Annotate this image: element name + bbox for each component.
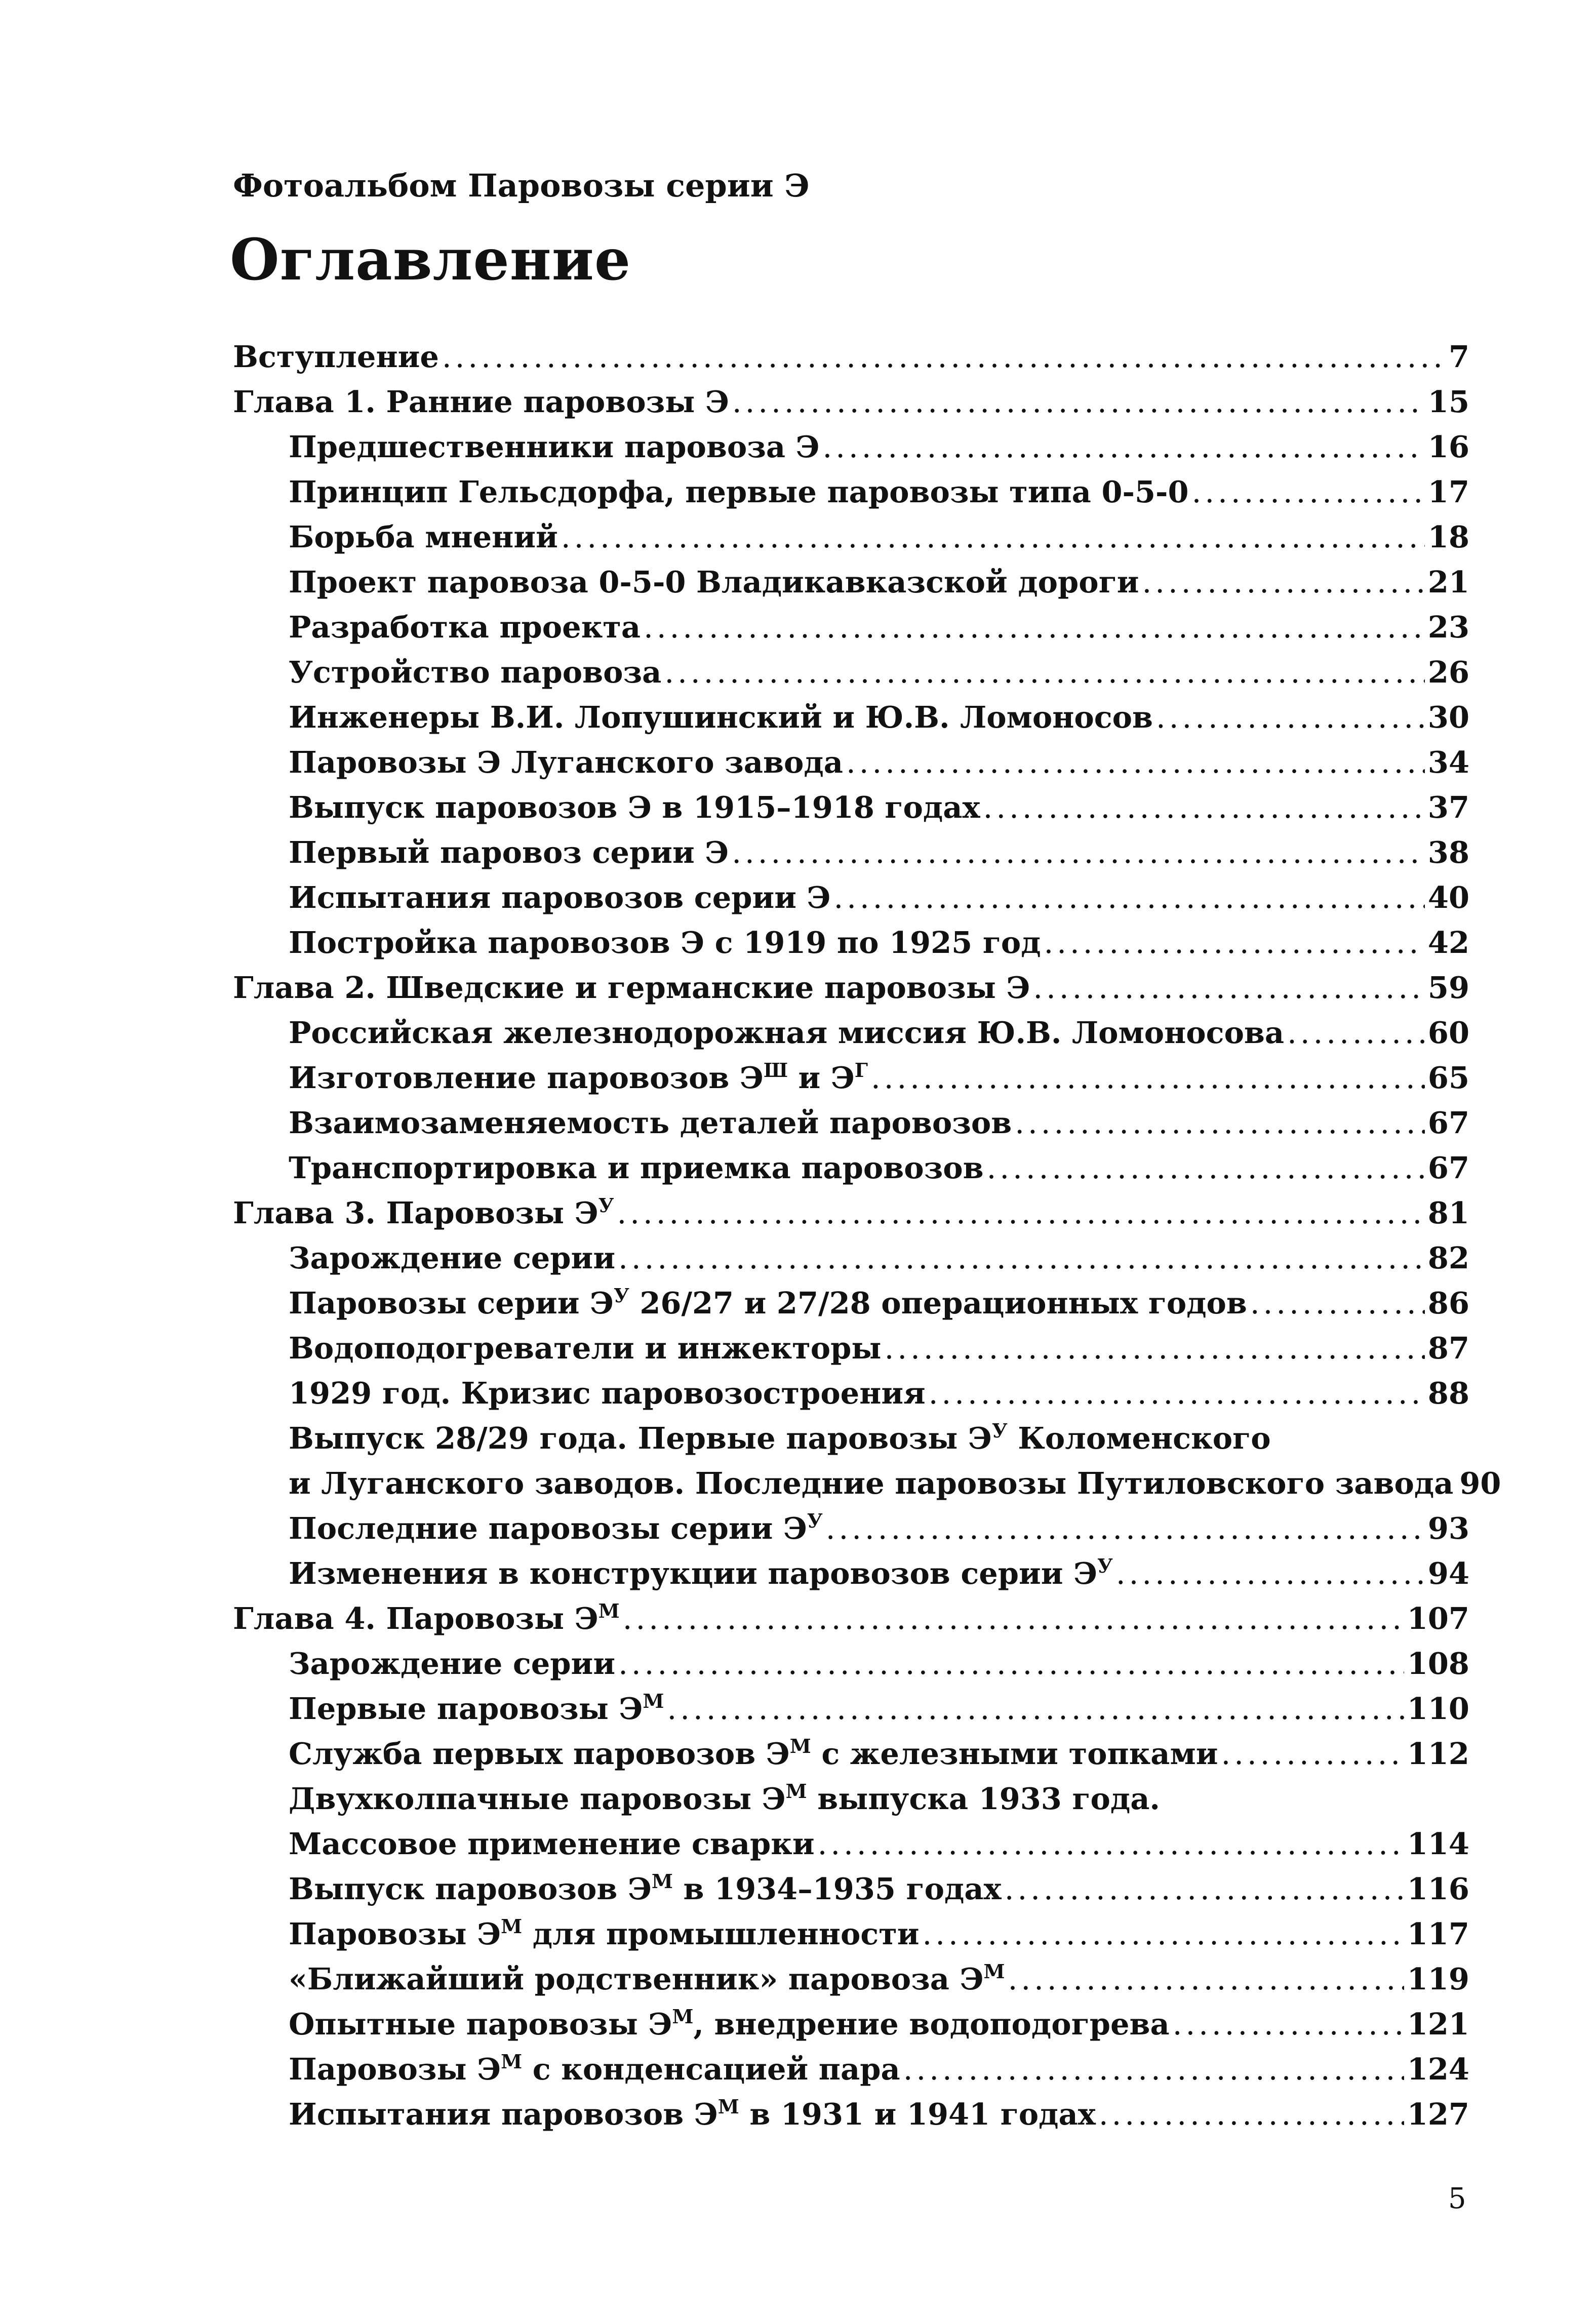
toc-entry-title — [289, 1010, 1284, 1055]
toc-section-entry[interactable] — [233, 1866, 1469, 1911]
toc-entry-page: 93 — [1427, 1511, 1469, 1546]
toc-section-entry[interactable] — [233, 650, 1469, 695]
toc-entry-title — [289, 1911, 920, 1956]
toc-entry-title-text: Глава 2. Шведские и германские паровозы Э — [233, 970, 1030, 1005]
toc-section-entry[interactable] — [233, 1235, 1469, 1280]
toc-entry-title-text: Массовое применение сварки — [289, 1826, 815, 1861]
toc-section-entry[interactable] — [233, 785, 1469, 830]
toc-entry-title — [233, 965, 1030, 1010]
toc-entry-title-continuation: и Э — [788, 1060, 855, 1095]
toc-section-entry[interactable] — [233, 1280, 1469, 1326]
toc-entry-title-continuation: Коломенского — [1007, 1421, 1271, 1456]
toc-entry-title-text: Служба первых паровозов Э — [289, 1736, 790, 1771]
toc-entry-title — [289, 830, 729, 875]
toc-chapter-entry[interactable] — [233, 379, 1469, 424]
toc-entry-title-text: Изготовление паровозов Э — [289, 1060, 764, 1095]
toc-section-entry[interactable] — [233, 514, 1469, 559]
toc-entry-title-text: Выпуск 28/29 года. Первые паровозы Э — [289, 1421, 992, 1456]
dot-leader — [1044, 920, 1425, 965]
toc-entry-page: 88 — [1427, 1376, 1469, 1411]
toc-entry-title-text: Испытания паровозов Э — [289, 2097, 718, 2132]
toc-entry-title — [289, 1731, 1218, 1776]
toc-entry-title — [289, 2002, 1170, 2047]
toc-chapter-entry[interactable] — [233, 1596, 1469, 1641]
toc-entry-title-text: «Ближайший родственник» паровоза Э — [289, 1962, 984, 1996]
dot-leader — [644, 605, 1425, 650]
toc-entry-title-text: Зарождение серии — [289, 1240, 616, 1275]
series-superscript: М — [789, 1735, 811, 1757]
toc-entry-page: 30 — [1427, 700, 1469, 735]
dot-leader — [846, 740, 1425, 785]
dot-leader — [833, 875, 1424, 920]
dot-leader — [664, 650, 1425, 695]
toc-section-entry[interactable] — [233, 1641, 1469, 1686]
toc-entry-page: 15 — [1427, 384, 1469, 419]
dot-leader — [667, 1686, 1404, 1731]
dot-leader — [1156, 695, 1425, 740]
toc-entry-title-continuation: в 1934–1935 годах — [672, 1871, 1002, 1906]
toc-entry-title-continuation: выпуска 1933 года. — [807, 1781, 1160, 1816]
toc-entry-title — [289, 1280, 1247, 1326]
dot-leader — [1221, 1731, 1404, 1776]
dot-leader — [618, 1235, 1425, 1280]
series-superscript: У — [991, 1419, 1008, 1442]
toc-entry-title-continuation: для промышленности — [522, 1916, 920, 1951]
series-superscript: М — [643, 1690, 664, 1712]
toc-entry-title — [289, 1326, 882, 1371]
toc-entry-title-text: Паровозы Э — [289, 1916, 501, 1951]
dot-leader — [818, 1821, 1404, 1866]
toc-section-entry[interactable] — [233, 1326, 1469, 1371]
series-superscript: М — [501, 1915, 523, 1938]
dot-leader — [987, 1145, 1425, 1190]
dot-leader — [1033, 965, 1424, 1010]
toc-entry-title — [289, 1956, 1005, 2002]
toc-entry-page: 17 — [1427, 474, 1469, 509]
toc-section-entry[interactable] — [233, 2092, 1469, 2137]
toc-entry-page: 59 — [1427, 970, 1469, 1005]
toc-entry-title-continuation: с конденсацией пара — [522, 2052, 900, 2087]
toc-entry-page: 21 — [1427, 565, 1469, 599]
toc-section-entry[interactable] — [233, 1731, 1469, 1776]
toc-section-entry[interactable] — [233, 830, 1469, 875]
toc-entry-title-text: Паровозы серии Э — [289, 1286, 614, 1320]
toc-entry-title — [289, 2047, 900, 2092]
toc-entry-title — [289, 1055, 868, 1100]
toc-entry-title-text: Глава 3. Паровозы Э — [233, 1195, 598, 1230]
toc-entry-page: 116 — [1407, 1871, 1469, 1906]
toc-section-entry[interactable] — [233, 1821, 1469, 1866]
toc-entry-title — [289, 1866, 1002, 1911]
toc-entry-page: 60 — [1427, 1015, 1469, 1050]
dot-leader — [1287, 1010, 1425, 1055]
toc-entry-page: 67 — [1427, 1105, 1469, 1140]
dot-leader — [618, 1641, 1404, 1686]
toc-entry-page: 86 — [1427, 1286, 1469, 1320]
toc-section-entry[interactable] — [233, 1551, 1469, 1596]
toc-entry-title-text: Взаимозаменяемость деталей паровозов — [289, 1105, 1012, 1140]
toc-entry-page: 38 — [1427, 835, 1469, 870]
toc-section-entry[interactable] — [233, 1416, 1469, 1461]
dot-leader — [617, 1190, 1424, 1235]
toc-entry-page: 16 — [1427, 429, 1469, 464]
toc-section-entry[interactable] — [233, 740, 1469, 785]
toc-section-entry[interactable] — [233, 559, 1469, 605]
toc-entry-title-text: Глава 4. Паровозы Э — [233, 1601, 598, 1636]
toc-entry-title — [289, 424, 820, 469]
toc-entry-page: 112 — [1407, 1736, 1469, 1771]
toc-entry-title-text: Опытные паровозы Э — [289, 2007, 672, 2042]
series-superscript: М — [501, 2050, 523, 2073]
toc-entry-title — [289, 1235, 615, 1280]
toc-section-entry[interactable] — [233, 2047, 1469, 2092]
toc-entry-title-text: Устройство паровоза — [289, 655, 662, 690]
series-superscript: М — [651, 1870, 673, 1893]
toc-entry-title-text: Вступление — [233, 339, 439, 374]
series-superscript: У — [613, 1284, 629, 1307]
toc-entry-page: 67 — [1427, 1150, 1469, 1185]
page-title: Оглавление — [230, 227, 631, 293]
toc-entry-title-text: Инженеры В.И. Лопушинский и Ю.В. Ломоносов — [289, 700, 1153, 735]
toc-entry-title — [233, 1596, 620, 1641]
series-superscript: М — [983, 1960, 1005, 1983]
dot-leader — [732, 379, 1425, 424]
dot-leader — [871, 1055, 1425, 1100]
toc-section-entry[interactable] — [233, 1911, 1469, 1956]
toc-entry-page: 117 — [1407, 1916, 1469, 1951]
toc-entry-page: 127 — [1407, 2097, 1469, 2132]
toc-entry-title — [289, 1100, 1012, 1145]
dot-leader — [1173, 2002, 1404, 2047]
toc-entry-title-text: Водоподогреватели и инжекторы — [289, 1331, 882, 1366]
dot-leader — [1015, 1100, 1425, 1145]
dot-leader — [929, 1371, 1425, 1416]
series-superscript: М — [785, 1780, 807, 1803]
toc-entry-page: 26 — [1427, 655, 1469, 690]
toc-entry-title — [289, 559, 1139, 605]
toc-chapter-entry[interactable] — [233, 1190, 1469, 1235]
series-superscript: М — [717, 2095, 739, 2118]
toc-section-entry[interactable] — [233, 1956, 1469, 2002]
dot-leader — [732, 830, 1425, 875]
toc-entry-title-text: Двухколпачные паровозы Э — [289, 1781, 786, 1816]
toc-entry-page: 34 — [1427, 745, 1469, 780]
toc-entry-title — [289, 1776, 1160, 1821]
toc-entry-title-text: Испытания паровозов серии Э — [289, 880, 831, 915]
toc-entry-title-text: Выпуск паровозов Э в 1915–1918 годах — [289, 790, 980, 825]
toc-entry-title-text: Первые паровозы Э — [289, 1691, 643, 1726]
toc-entry-title — [289, 1461, 1453, 1506]
toc-entry-title — [289, 1641, 615, 1686]
series-superscript: М — [598, 1599, 620, 1622]
toc-entry-page: 87 — [1427, 1331, 1469, 1366]
series-superscript: У — [807, 1509, 823, 1532]
toc-entry-title — [233, 379, 729, 424]
toc-entry-title-text: Постройка паровозов Э с 1919 по 1925 год — [289, 925, 1041, 960]
series-superscript: У — [1097, 1554, 1113, 1577]
toc-entry-title-text: Глава 1. Ранние паровозы Э — [233, 384, 729, 419]
dot-leader — [561, 514, 1425, 559]
toc-section-entry[interactable] — [233, 1010, 1469, 1055]
toc-entry-title — [289, 1371, 926, 1416]
toc-entry-title-text: Борьба мнений — [289, 519, 558, 554]
toc-entry-title — [289, 1145, 984, 1190]
dot-leader — [1192, 469, 1425, 514]
toc-section-entry[interactable] — [233, 1145, 1469, 1190]
toc-entry-title — [289, 920, 1041, 965]
toc-entry-page: 114 — [1407, 1826, 1469, 1861]
toc-entry-page: 94 — [1427, 1556, 1469, 1591]
series-superscript: У — [598, 1194, 614, 1217]
toc-entry-page: 108 — [1407, 1646, 1469, 1681]
toc-entry-title — [289, 1821, 815, 1866]
toc-section-entry[interactable] — [233, 1100, 1469, 1145]
toc-entry-title-text: Транспортировка и приемка паровозов — [289, 1150, 984, 1185]
toc-entry-title-continuation: с железными топками — [811, 1736, 1218, 1771]
toc-entry-title-text: и Луганского заводов. Последние паровозы Путиловского завода — [289, 1466, 1454, 1501]
toc-entry-title-text: Паровозы Э Луганского завода — [289, 745, 843, 780]
toc-section-entry[interactable] — [233, 469, 1469, 514]
toc-entry-title-continuation: в 1931 и 1941 годах — [739, 2097, 1096, 2132]
series-superscript: Г — [854, 1059, 868, 1082]
table-of-contents — [233, 334, 1501, 2137]
toc-entry-title-text: Принцип Гельсдорфа, первые паровозы типа 0-5-0 — [289, 474, 1189, 509]
toc-entry-title — [289, 514, 558, 559]
toc-entry-title-continuation: 26/27 и 27/28 операционных годов — [629, 1286, 1247, 1320]
toc-entry-page: 65 — [1427, 1060, 1469, 1095]
toc-entry-page: 121 — [1407, 2007, 1469, 2042]
dot-leader — [1008, 1956, 1404, 2002]
toc-entry-page: 7 — [1448, 339, 1469, 374]
toc-entry-title-text: Последние паровозы серии Э — [289, 1511, 807, 1546]
series-superscript: Ш — [763, 1059, 788, 1082]
series-superscript: М — [672, 2005, 694, 2028]
toc-entry-page: 42 — [1427, 925, 1469, 960]
toc-entry-title — [289, 875, 830, 920]
toc-entry-title — [289, 740, 843, 785]
toc-entry-title — [289, 650, 661, 695]
toc-entry-page: 107 — [1407, 1601, 1469, 1636]
toc-entry-title — [289, 2092, 1096, 2137]
toc-entry-title — [233, 1190, 614, 1235]
toc-entry-title — [289, 605, 641, 650]
toc-entry-page: 23 — [1427, 610, 1469, 645]
toc-entry-page: 124 — [1407, 2052, 1469, 2087]
toc-section-entry[interactable] — [233, 875, 1469, 920]
toc-entry-page: 81 — [1427, 1195, 1469, 1230]
dot-leader — [1116, 1551, 1425, 1596]
toc-section-entry[interactable] — [233, 1461, 1501, 1506]
dot-leader — [903, 2047, 1404, 2092]
toc-section-entry[interactable] — [233, 1371, 1469, 1416]
toc-entry-title — [289, 695, 1153, 740]
running-title: Фотоальбом Паровозы серии Э — [233, 167, 810, 204]
dot-leader — [923, 1911, 1404, 1956]
toc-section-entry[interactable] — [233, 1055, 1469, 1100]
toc-entry-page: 40 — [1427, 880, 1469, 915]
toc-entry-title — [289, 1416, 1271, 1461]
dot-leader — [885, 1326, 1425, 1371]
dot-leader — [823, 424, 1425, 469]
toc-chapter-entry[interactable] — [233, 334, 1469, 379]
toc-entry-title-text: Паровозы Э — [289, 2052, 501, 2087]
dot-leader — [1250, 1280, 1425, 1326]
dot-leader — [826, 1506, 1425, 1551]
toc-entry-title — [289, 785, 980, 830]
toc-entry-title-text: Первый паровоз серии Э — [289, 835, 729, 870]
toc-entry-title — [289, 1551, 1113, 1596]
toc-section-entry[interactable] — [233, 605, 1469, 650]
toc-entry-title-text: Проект паровоза 0-5-0 Владикавказской дороги — [289, 565, 1139, 599]
toc-entry-title-continuation: , внедрение водоподогрева — [693, 2007, 1170, 2042]
dot-leader — [1005, 1866, 1404, 1911]
toc-entry-page: 18 — [1427, 519, 1469, 554]
toc-entry-page: 82 — [1427, 1240, 1469, 1275]
toc-entry-title-text: Предшественники паровоза Э — [289, 429, 820, 464]
toc-entry-title — [233, 334, 439, 379]
dot-leader — [1099, 2092, 1404, 2137]
dot-leader — [1142, 559, 1425, 605]
toc-entry-title-text: 1929 год. Кризис паровозостроения — [289, 1376, 926, 1411]
toc-entry-title — [289, 1686, 664, 1731]
dot-leader — [623, 1596, 1404, 1641]
dot-leader — [442, 334, 1446, 379]
toc-entry-page: 119 — [1407, 1962, 1469, 1996]
dot-leader — [983, 785, 1425, 830]
toc-section-entry[interactable] — [233, 920, 1469, 965]
toc-section-entry[interactable] — [233, 2002, 1469, 2047]
toc-entry-page: 37 — [1427, 790, 1469, 825]
toc-entry-title-text: Выпуск паровозов Э — [289, 1871, 652, 1906]
toc-entry-title-text: Зарождение серии — [289, 1646, 616, 1681]
toc-entry-title-text: Российская железнодорожная миссия Ю.В. Ломоносова — [289, 1015, 1285, 1050]
toc-entry-page: 90 — [1459, 1466, 1501, 1501]
toc-section-entry[interactable] — [233, 1776, 1469, 1821]
toc-chapter-entry[interactable] — [233, 965, 1469, 1010]
toc-entry-title-text: Разработка проекта — [289, 610, 641, 645]
page-number: 5 — [1448, 2182, 1466, 2215]
toc-section-entry[interactable] — [233, 695, 1469, 740]
toc-section-entry[interactable] — [233, 1686, 1469, 1731]
toc-entry-title-text: Изменения в конструкции паровозов серии Э — [289, 1556, 1098, 1591]
toc-section-entry[interactable] — [233, 424, 1469, 469]
toc-entry-title — [289, 469, 1189, 514]
toc-entry-page: 110 — [1407, 1691, 1469, 1726]
toc-entry-title — [289, 1506, 823, 1551]
toc-section-entry[interactable] — [233, 1506, 1469, 1551]
